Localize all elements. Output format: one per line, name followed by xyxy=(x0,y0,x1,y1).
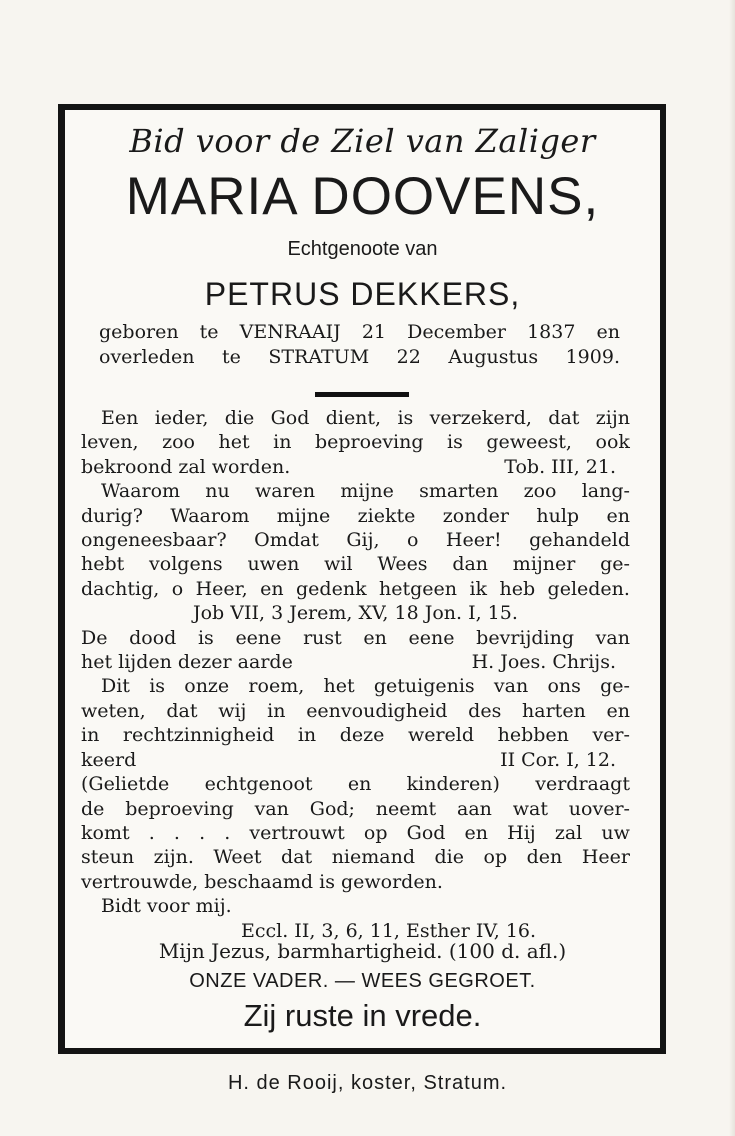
verse-word: uw xyxy=(601,821,630,844)
verse-word: God xyxy=(270,407,310,429)
verse-word: des xyxy=(468,699,502,722)
verse-line xyxy=(81,894,630,918)
verse-reference: H. Joes. Chrijs. xyxy=(471,651,616,674)
verse-word: uwen xyxy=(247,553,300,576)
verse-word: o xyxy=(171,577,184,600)
verse-word: eenvoudigheid xyxy=(306,699,448,722)
spouse-name: PETRUS DEKKERS, xyxy=(204,276,521,312)
verse-word: kinderen) xyxy=(406,773,500,796)
verse-word: beproeving xyxy=(314,431,424,454)
printer-footer: H. de Rooij, koster, Stratum. xyxy=(227,1072,508,1094)
verse-line xyxy=(81,723,630,747)
verse-word: durig? xyxy=(81,504,143,527)
verse-word: in xyxy=(273,431,292,454)
verse-word: van xyxy=(254,797,289,820)
life-dates xyxy=(99,320,620,370)
verse-word: onze xyxy=(184,675,230,698)
verse-word: ge- xyxy=(600,675,630,698)
verse-word: ver- xyxy=(592,724,630,747)
verse-line xyxy=(81,455,630,479)
verse-word: Omdat xyxy=(254,529,319,552)
verse-word: en xyxy=(363,626,387,649)
verse-word: Heer, xyxy=(195,577,248,600)
verse-word: wereld xyxy=(407,724,475,747)
verse-word: Hij xyxy=(507,821,536,844)
verse-word: en xyxy=(464,821,489,844)
verse-reference: Job VII, 3 Jerem, XV, 18 Jon. I, 15. xyxy=(193,602,518,625)
verse-word: (Gelietde xyxy=(81,773,170,796)
closing-line: Zij ruste in vrede. xyxy=(243,998,482,1033)
verse-reference: II Cor. I, 12. xyxy=(500,748,616,771)
verse-word: dat xyxy=(548,407,580,429)
verse-word: verdraagt xyxy=(535,773,630,796)
prayer-line-1: Mijn Jezus, barmhartigheid. (100 d. afl.) xyxy=(158,939,567,963)
verse-word: echtgenoot xyxy=(204,773,313,796)
verse-word: gehandeld xyxy=(529,529,630,552)
verse-word: komt xyxy=(81,821,130,844)
verse-word: rechtzinnigheid xyxy=(122,724,275,747)
verse-word: wij xyxy=(218,699,247,722)
verse-word: dat xyxy=(281,846,313,869)
card-content xyxy=(65,110,660,1048)
verse-reference: Eccl. II, 3, 6, 11, Esther IV, 16. xyxy=(241,919,537,942)
verse-text: vertrouwde, beschaamd is geworden. xyxy=(81,870,443,893)
verse-word: van xyxy=(493,675,529,698)
relation-label: Echtgenoote van xyxy=(287,238,438,260)
verse-word: zijn. xyxy=(153,846,194,869)
verse-line xyxy=(81,821,630,845)
verse-word: gedenk xyxy=(296,577,367,600)
verse-word: Gij, xyxy=(346,529,380,552)
verse-line xyxy=(81,430,630,454)
verse-line xyxy=(81,699,630,723)
verse-word: die xyxy=(224,407,255,429)
page-edge xyxy=(729,0,735,1136)
verse-word: en xyxy=(606,504,630,527)
verse-line xyxy=(81,626,630,650)
verse-word: zal xyxy=(554,821,583,844)
verse-word: de xyxy=(81,797,105,820)
verse-word: op xyxy=(363,821,388,844)
verse-word: is xyxy=(397,407,414,429)
verse-word: . xyxy=(148,821,155,844)
verse-word: ieder, xyxy=(154,407,209,429)
verse-word: eene xyxy=(235,626,282,649)
verse-word: en xyxy=(260,577,284,600)
verse-line xyxy=(81,674,630,698)
verse-word: Wees xyxy=(377,553,428,576)
verse-text: bekroond zal worden. xyxy=(81,455,291,478)
verse-word: mijner xyxy=(512,553,576,576)
prayer-block xyxy=(65,936,660,996)
verse-word: harten xyxy=(522,699,586,722)
verse-word: mijne xyxy=(276,504,331,527)
verse-word: . xyxy=(173,821,180,844)
verse-word: ons xyxy=(547,675,581,698)
verse-word: geweest, xyxy=(486,431,572,454)
prayer-line-2: ONZE VADER. — WEES GEGROET. xyxy=(189,970,536,992)
verse-word: zoo xyxy=(523,480,557,503)
verse-word: vertrouwt xyxy=(249,821,345,844)
verse-word: ge- xyxy=(600,553,630,576)
verse-word: ik xyxy=(469,577,488,600)
verse-line xyxy=(81,552,630,576)
verse-word: o xyxy=(406,529,419,552)
verse-word: hebben xyxy=(497,724,569,747)
verse-word: op xyxy=(483,846,508,869)
verse-word: deze xyxy=(339,724,385,747)
memorial-card xyxy=(58,104,666,1054)
verse-line xyxy=(81,845,630,869)
divider-rule xyxy=(315,392,409,397)
verse-word: zijn xyxy=(595,407,630,429)
verse-word: niemand xyxy=(331,846,415,869)
verse-word: waren xyxy=(255,480,316,503)
verse-word: lang- xyxy=(581,480,630,503)
verse-word: God; xyxy=(309,797,355,820)
verse-word: . xyxy=(224,821,231,844)
verse-word: volgens xyxy=(149,553,223,576)
verse-word: is xyxy=(149,675,166,698)
verse-word: het xyxy=(323,675,355,698)
verse-word: dan xyxy=(452,553,489,576)
verse-word: dachtig, xyxy=(81,577,160,600)
verse-word: rust xyxy=(303,626,342,649)
verse-word: heb xyxy=(499,577,536,600)
verse-text: Bidt voor mij. xyxy=(101,895,232,918)
verse-line xyxy=(81,601,630,625)
verse-word: hulp xyxy=(536,504,580,527)
verse-word: verzekerd, xyxy=(429,407,532,429)
verse-word: mijne xyxy=(340,480,394,503)
verse-word: wat xyxy=(512,797,548,820)
verse-word: in xyxy=(297,724,317,747)
verse-word: en xyxy=(606,699,630,722)
verse-word: van xyxy=(595,626,630,649)
card-heading: Bid voor de Ziel van Zaliger xyxy=(129,122,596,160)
verse-word: De xyxy=(81,626,108,649)
verse-word: Weet xyxy=(213,846,262,869)
verse-word: leven, xyxy=(81,431,139,454)
verse-word: God xyxy=(406,821,446,844)
verse-word: die xyxy=(434,846,464,869)
verse-word: uover- xyxy=(568,797,630,820)
verse-line xyxy=(81,772,630,796)
verse-word: in xyxy=(267,699,286,722)
verse-word: bevrijding xyxy=(476,626,575,649)
verse-word: wil xyxy=(324,553,353,576)
verse-word: roem, xyxy=(248,675,305,698)
verse-word: Waarom xyxy=(101,480,181,503)
verse-word: Dit xyxy=(101,675,130,698)
verse-word: getuigenis xyxy=(373,675,475,698)
verse-word: neemt xyxy=(375,797,437,820)
verse-word: hetgeen xyxy=(379,577,458,600)
verses-block xyxy=(81,406,630,943)
verse-word: is xyxy=(447,431,463,454)
verse-line xyxy=(81,577,630,601)
verse-word: Een xyxy=(101,407,139,429)
verse-word: den xyxy=(526,846,563,869)
verse-line xyxy=(81,748,630,772)
verse-word: zonder xyxy=(442,504,509,527)
verse-word: dood xyxy=(129,626,177,649)
verse-reference: Tob. III, 21. xyxy=(504,455,616,478)
verse-word: ziekte xyxy=(357,504,416,527)
verse-word: geleden. xyxy=(547,577,630,600)
verse-word: . xyxy=(199,821,206,844)
verse-line xyxy=(81,528,630,552)
verse-line xyxy=(81,797,630,821)
verse-line xyxy=(81,479,630,503)
verse-line xyxy=(81,650,630,674)
verse-text: het lijden dezer aarde xyxy=(81,651,293,674)
verse-line xyxy=(81,406,630,430)
verse-word: dient, xyxy=(325,407,382,429)
verse-line xyxy=(81,870,630,894)
death-line: overleden te STRATUM 22 Augustus 1909. xyxy=(99,346,620,368)
birth-line: geboren te VENRAAIJ 21 December 1837 en xyxy=(99,321,620,343)
verse-line xyxy=(81,504,630,528)
verse-word: steun xyxy=(81,846,135,869)
verse-word: ook xyxy=(595,431,630,454)
verse-word: en xyxy=(347,773,372,796)
verse-word: ongeneesbaar? xyxy=(81,529,227,552)
verse-word: Waarom xyxy=(170,504,250,527)
verse-word: is xyxy=(197,626,214,649)
verse-word: Heer! xyxy=(445,529,502,552)
verse-word: dat xyxy=(166,699,198,722)
verse-word: eene xyxy=(408,626,455,649)
deceased-name: MARIA DOOVENS, xyxy=(125,167,600,226)
verse-word: zoo xyxy=(162,431,195,454)
verse-word: het xyxy=(218,431,250,454)
verse-word: nu xyxy=(205,480,230,503)
verse-word: aan xyxy=(457,797,492,820)
verse-word: beproeving xyxy=(125,797,234,820)
verse-text: keerd xyxy=(81,748,137,771)
verse-word: in xyxy=(81,724,100,747)
verse-word: smarten xyxy=(419,480,499,503)
verse-word: weten, xyxy=(81,699,146,722)
verse-word: hebt xyxy=(81,553,125,576)
verse-word: Heer xyxy=(581,846,630,869)
